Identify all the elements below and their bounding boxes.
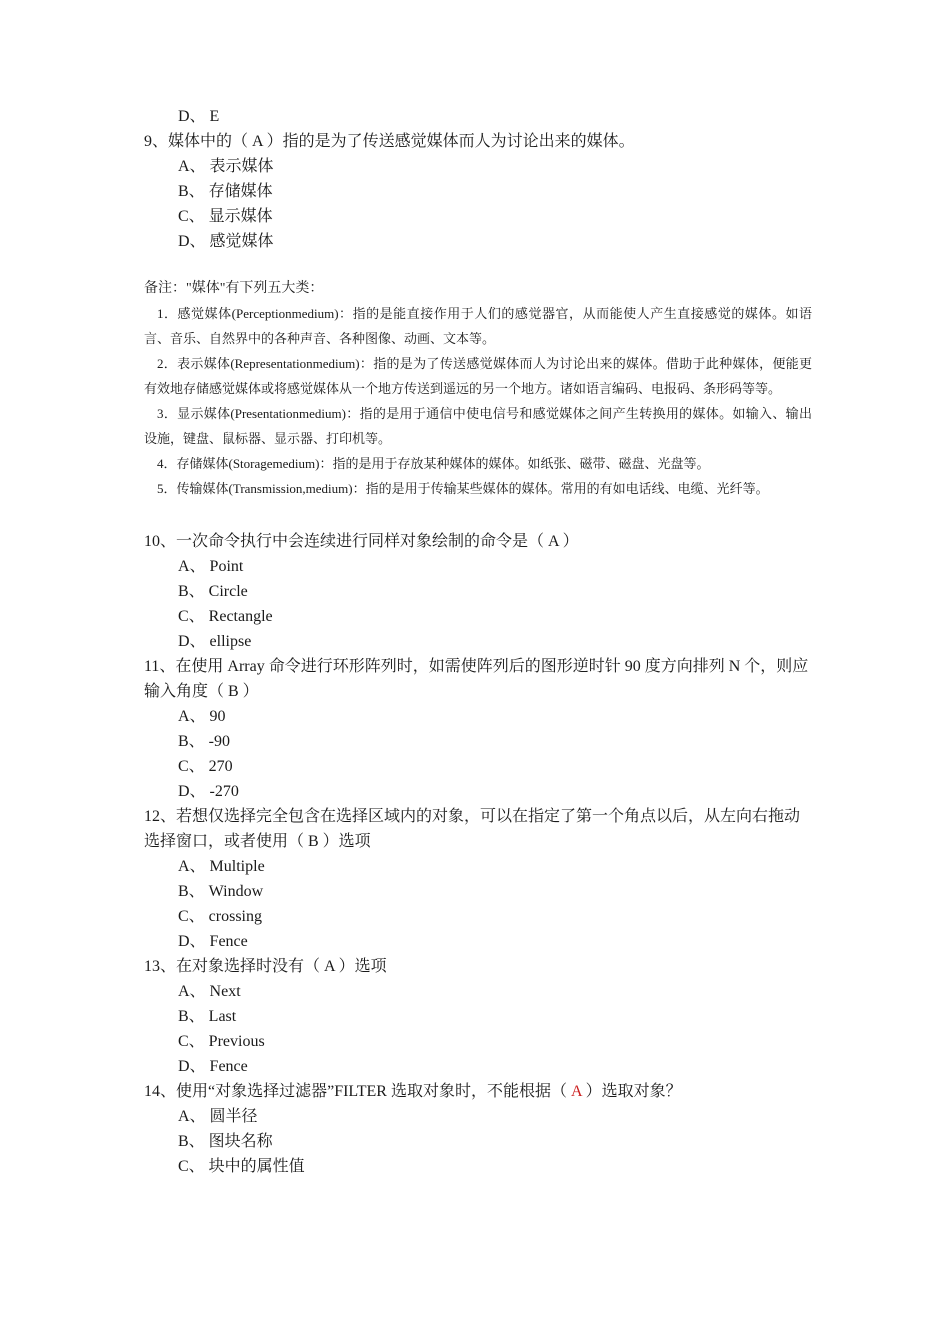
option-text: D、 -270	[178, 783, 239, 800]
option-text: A、 Next	[178, 983, 241, 1000]
question-14-before: 14、使用“对象选择过滤器”FILTER 选取对象时，不能根据（	[144, 1083, 571, 1100]
option-text: B、 Circle	[178, 583, 248, 600]
note-heading: 备注："媒体"有下列五大类：	[144, 281, 324, 296]
option-text: A、 Point	[178, 558, 244, 575]
question-14-answer: A	[570, 1083, 582, 1100]
note-item: 4．存储媒体(Storagemedium)：指的是用于存放某种媒体的媒体。如纸张、磁带、磁盘、光盘等。	[157, 456, 710, 471]
note-item: 2．表示媒体(Representationmedium)：指的是为了传送感觉媒体而人为讨论出来的媒体。借助于此种媒体，便能更有效地存储感觉媒体或将感觉媒体从一个地方传送到遥远的另一个地方。诸如语言编码、电报码、条形码等等。	[144, 356, 812, 396]
option-text: B、 Window	[178, 883, 264, 900]
option-text: C、 crossing	[178, 908, 263, 925]
note-item: 5．传输媒体(Transmission,medium)：指的是用于传输某些媒体的媒体。常用的有如电话线、电缆、光纤等。	[157, 481, 769, 496]
question-13: 13、在对象选择时没有（ A ）选项	[144, 958, 387, 975]
option-text: C、 Previous	[178, 1033, 265, 1050]
option-text: D、 ellipse	[178, 633, 252, 650]
question-10: 10、一次命令执行中会连续进行同样对象绘制的命令是（ A ）	[144, 533, 579, 550]
option-text: D、 E	[178, 108, 220, 125]
option-text: B、 -90	[178, 733, 231, 750]
question-12: 12、若想仅选择完全包含在选择区域内的对象，可以在指定了第一个角点以后，从左向右拖动选择窗口，或者使用（ B ）选项	[144, 808, 801, 850]
document-page	[144, 104, 812, 1179]
note-item: 3．显示媒体(Presentationmedium)：指的是用于通信中使电信号和感觉媒体之间产生转换用的媒体。如输入、输出设施，键盘、鼠标器、显示器、打印机等。	[144, 406, 812, 446]
question-14	[144, 1079, 812, 1104]
option-text: A、 90	[178, 708, 226, 725]
option-text: D、 感觉媒体	[178, 233, 274, 250]
option-text: C、 块中的属性值	[178, 1158, 305, 1175]
option-text: C、 270	[178, 758, 233, 775]
option-text: C、 显示媒体	[178, 208, 273, 225]
option-text: D、 Fence	[178, 1058, 248, 1075]
option-text: B、 Last	[178, 1008, 237, 1025]
option-text: C、 Rectangle	[178, 608, 273, 625]
option-text: B、 存储媒体	[178, 183, 273, 200]
option-text: B、 图块名称	[178, 1133, 273, 1150]
question-9: 9、媒体中的（ A ）指的是为了传送感觉媒体而人为讨论出来的媒体。	[144, 133, 635, 150]
option-text: A、 表示媒体	[178, 158, 274, 175]
question-11: 11、在使用 Array 命令进行环形阵列时，如需使阵列后的图形逆时针 90 度方向排列 N 个，则应输入角度（ B ）	[144, 658, 809, 700]
option-text: A、 圆半径	[178, 1108, 258, 1125]
question-14-after: ）选取对象？	[581, 1083, 682, 1100]
option-text: D、 Fence	[178, 933, 248, 950]
note-item: 1．感觉媒体(Perceptionmedium)：指的是能直接作用于人们的感觉器官，从而能使人产生直接感觉的媒体。如语言、音乐、自然界中的各种声音、各种图像、动画、文本等。	[144, 306, 812, 346]
option-text: A、 Multiple	[178, 858, 265, 875]
note-body	[144, 301, 812, 501]
